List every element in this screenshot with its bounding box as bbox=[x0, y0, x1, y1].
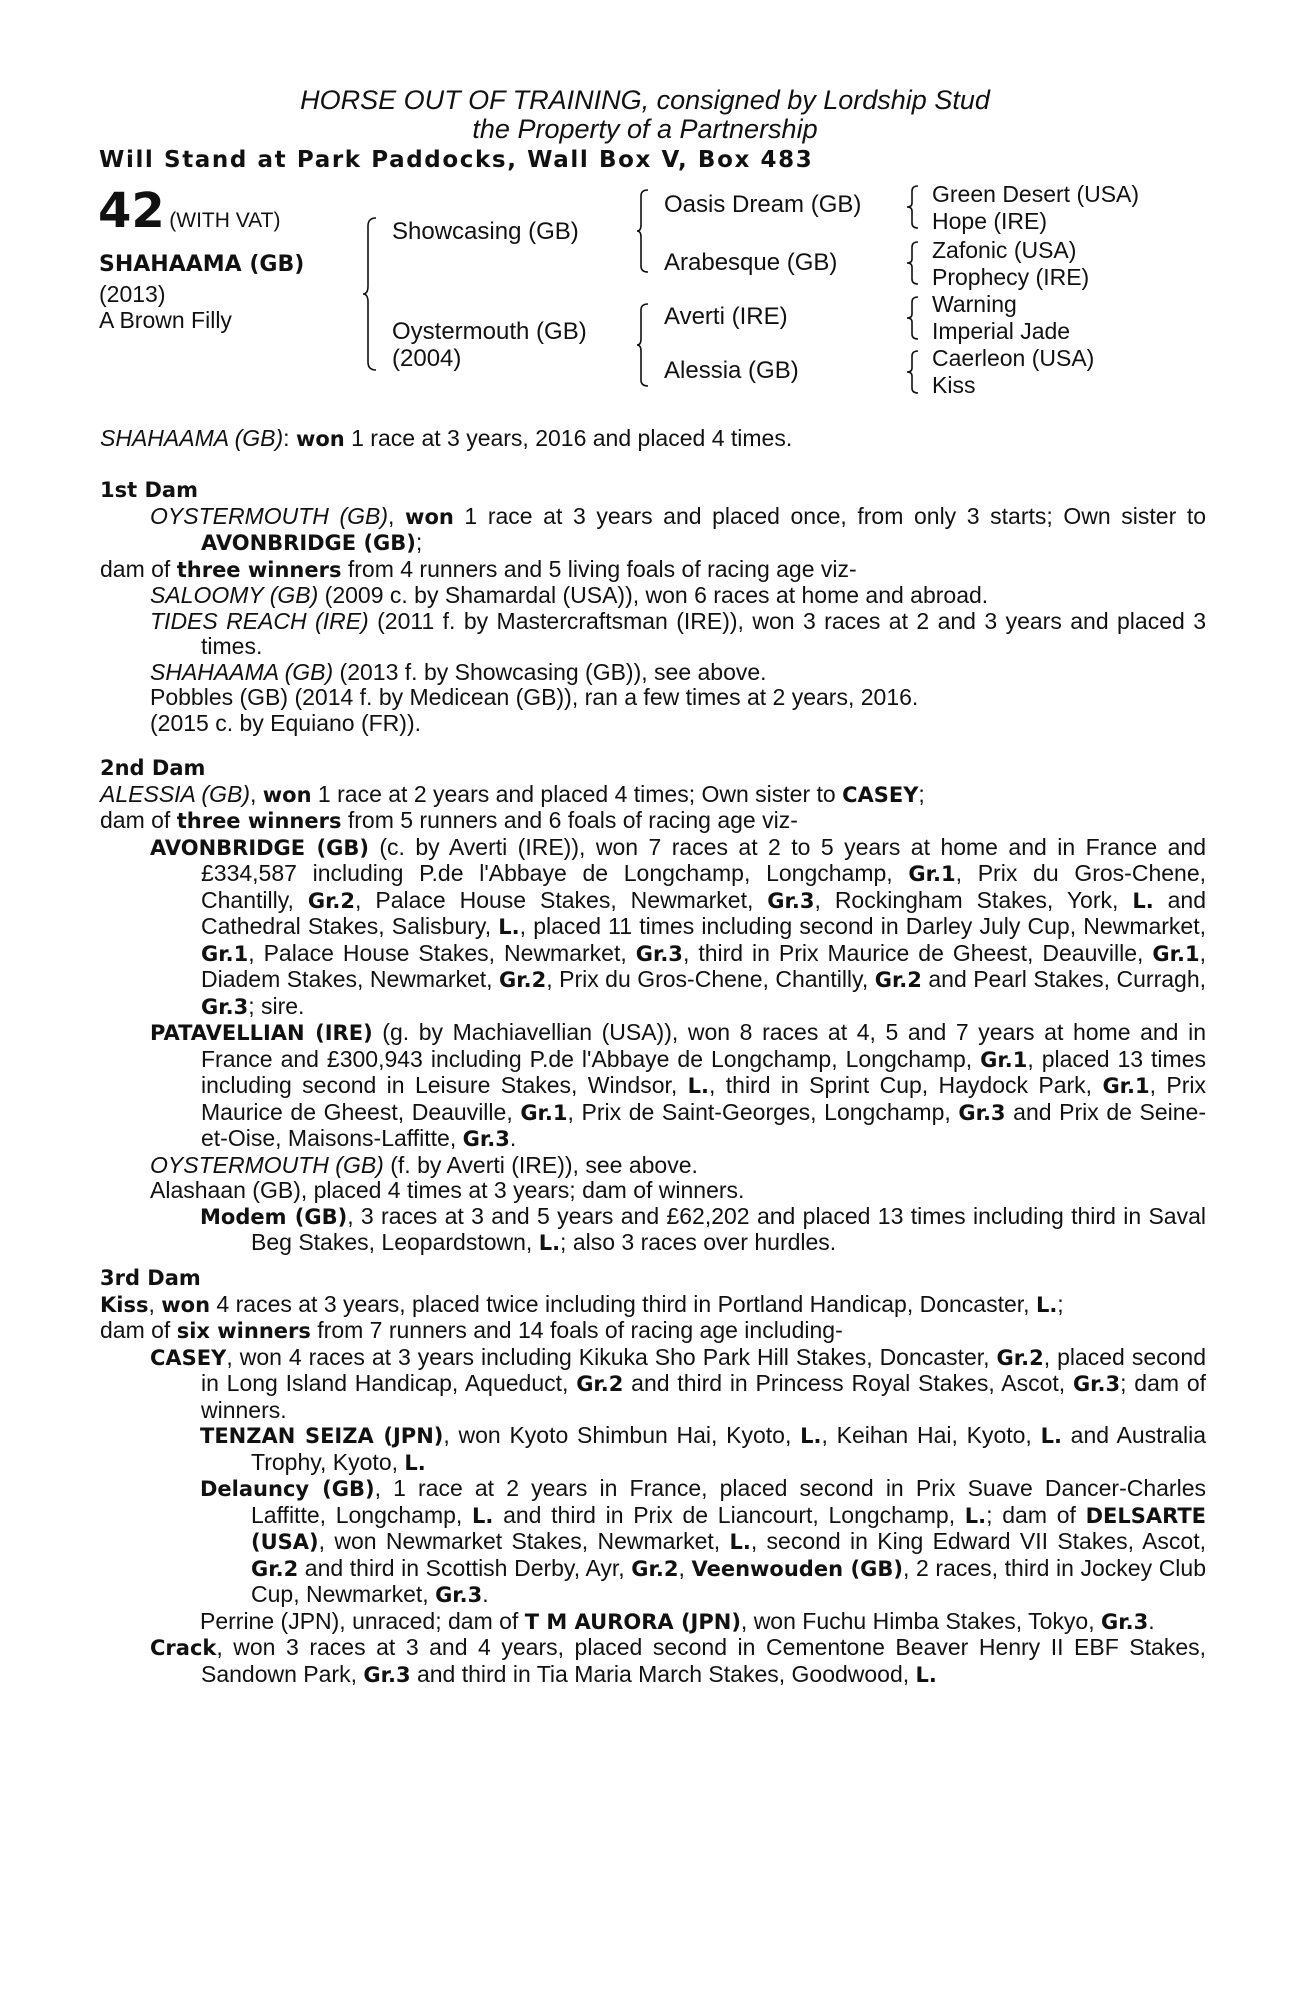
pedigree-brace-3c bbox=[906, 295, 920, 341]
header-line-1: HORSE OUT OF TRAINING, consigned by Lordship Stud bbox=[300, 85, 990, 115]
lot-vat: (WITH VAT) bbox=[169, 209, 281, 232]
third-dam-heading: 3rd Dam bbox=[100, 1266, 201, 1290]
race-summary: SHAHAAMA (GB): won 1 race at 3 years, 2016 and placed 4 times. bbox=[100, 425, 793, 451]
pedigree-brace-3a bbox=[906, 184, 920, 230]
pedigree-sire: Showcasing (GB) bbox=[392, 218, 579, 245]
lot-number: 42 bbox=[98, 183, 165, 239]
pedigree-dds: Caerleon (USA) bbox=[932, 345, 1095, 371]
produce-crack: Crack, won 3 races at 3 and 4 years, placed second in Cementone Beaver Henry II EBF Stakes, Sandown Park, Gr.3 and third in Tia Maria March Stakes, Goodwood, L. bbox=[150, 1634, 1206, 1687]
pedigree-ddd: Kiss bbox=[932, 372, 976, 398]
third-dam-section bbox=[100, 1266, 1206, 1688]
summary-won: won bbox=[295, 427, 345, 451]
first-dam-section bbox=[100, 478, 1206, 736]
horse-name: SHAHAAMA (GB) bbox=[99, 252, 305, 277]
produce-avonbridge: AVONBRIDGE (GB) (c. by Averti (IRE)), won 7 races at 2 to 5 years at home and in France and £334,587 including P.de l'Abbaye de Longchamp, Longchamp, Gr.1, Prix du Gros-Chene, Chantilly, Gr.2, Palace House Stakes, Newmarket, Gr.3, Rockingham Stakes, York, L. and Cathedral Stakes, Salisbury, L., placed 11 times including second in Darley July Cup, Newmarket, Gr.1, Palace House Stakes, Newmarket, Gr.3, third in Prix Maurice de Gheest, Deauville, Gr.1, Diadem Stakes, Newmarket, Gr.2, Prix du Gros-Chene, Chantilly, Gr.2 and Pearl Stakes, Curragh, Gr.3; sire. bbox=[150, 833, 1207, 1019]
pedigree-brace-1 bbox=[362, 216, 378, 372]
second-dam-produce-intro: dam of three winners from 5 runners and 6 foals of racing age viz- bbox=[100, 807, 798, 833]
first-dam-produce-5: (2015 c. by Equiano (FR)). bbox=[150, 709, 422, 736]
pedigree-ssd: Hope (IRE) bbox=[932, 208, 1048, 234]
pedigree-sire-dam: Arabesque (GB) bbox=[664, 249, 838, 276]
pedigree-brace-2b bbox=[636, 302, 650, 388]
pedigree-sire-sire: Oasis Dream (GB) bbox=[664, 191, 862, 218]
pedigree-dam-sire: Averti (IRE) bbox=[664, 303, 788, 330]
produce-casey: CASEY, won 4 races at 3 years including Kikuka Sho Park Hill Stakes, Doncaster, Gr.2, placed second in Long Island Handicap, Aqueduct, Gr.2 and third in Princess Royal Stakes, Ascot, Gr.3; dam of winners. bbox=[150, 1343, 1206, 1423]
produce-alashaan: Alashaan (GB), placed 4 times at 3 years; dam of winners. bbox=[150, 1177, 745, 1203]
first-dam-produce-4: Pobbles (GB) (2014 f. by Medicean (GB)), ran a few times at 2 years, 2016. bbox=[150, 684, 919, 710]
second-dam-record: ALESSIA (GB), won 1 race at 2 years and placed 4 times; Own sister to CASEY; bbox=[100, 780, 925, 807]
third-dam-record: Kiss, won 4 races at 3 years, placed twice including third in Portland Handicap, Doncaster, L.; bbox=[100, 1290, 1064, 1317]
produce-modem: Modem (GB), 3 races at 3 and 5 years and £62,202 and placed 13 times including third in Saval Beg Stakes, Leopardstown, L.; also 3 races over hurdles. bbox=[200, 1202, 1206, 1255]
produce-perrine: Perrine (JPN), unraced; dam of T M AURORA (JPN), won Fuchu Himba Stakes, Tokyo, Gr.3. bbox=[200, 1607, 1155, 1634]
produce-tenzan-seiza: TENZAN SEIZA (JPN), won Kyoto Shimbun Hai, Kyoto, L., Keihan Hai, Kyoto, L. and Australia Trophy, Kyoto, L. bbox=[200, 1422, 1206, 1475]
second-dam-section bbox=[100, 756, 1206, 1257]
stand-location: Will Stand at Park Paddocks, Wall Box V, Box 483 bbox=[99, 147, 814, 173]
first-dam-produce-1: SALOOMY (GB) (2009 c. by Shamardal (USA)), won 6 races at home and abroad. bbox=[150, 582, 989, 608]
pedigree-brace-3b bbox=[906, 240, 920, 286]
horse-year: (2013) bbox=[99, 281, 166, 307]
pedigree-sdd: Prophecy (IRE) bbox=[932, 264, 1090, 290]
pedigree-brace-2a bbox=[636, 188, 650, 274]
pedigree-dam-year: (2004) bbox=[392, 345, 462, 372]
pedigree-dam: Oystermouth (GB) bbox=[392, 318, 587, 345]
first-dam-record: OYSTERMOUTH (GB), won 1 race at 3 years and placed once, from only 3 starts; Own sister to AVONBRIDGE (GB); bbox=[150, 502, 1207, 555]
summary-name: SHAHAAMA (GB) bbox=[100, 425, 284, 451]
pedigree-dss: Warning bbox=[932, 291, 1017, 317]
horse-description: A Brown Filly bbox=[99, 307, 232, 333]
first-dam-produce-intro: dam of three winners from 4 runners and 5 living foals of racing age viz- bbox=[100, 555, 857, 582]
produce-delauncy: Delauncy (GB), 1 race at 2 years in France, placed second in Prix Suave Dancer-Charles Laffitte, Longchamp, L. and third in Prix de Liancourt, Longchamp, L.; dam of DELSARTE (USA), won Newmarket Stakes, Newmarket, L., second in King Edward VII Stakes, Ascot, Gr.2 and third in Scottish Derby, Ayr, Gr.2, Veenwouden (GB), 2 races, third in Jockey Club Cup, Newmarket, Gr.3. bbox=[200, 1475, 1207, 1607]
pedigree-sds: Zafonic (USA) bbox=[932, 237, 1077, 263]
pedigree-sss: Green Desert (USA) bbox=[932, 181, 1140, 207]
first-dam-produce-3: SHAHAAMA (GB) (2013 f. by Showcasing (GB)), see above. bbox=[150, 658, 767, 685]
header-line-2: the Property of a Partnership bbox=[472, 114, 818, 144]
third-dam-produce-intro: dam of six winners from 7 runners and 14 foals of racing age including- bbox=[100, 1317, 843, 1343]
lot-block bbox=[98, 183, 280, 239]
produce-oystermouth: OYSTERMOUTH (GB) (f. by Averti (IRE)), see above. bbox=[150, 1151, 698, 1178]
produce-patavellian: PATAVELLIAN (IRE) (g. by Machiavellian (USA)), won 8 races at 4, 5 and 7 years at home and in France and £300,943 including P.de l'Abbaye de Longchamp, Longchamp, Gr.1, placed 13 times including second in Leisure Stakes, Windsor, L., third in Sprint Cup, Haydock Park, Gr.1, Prix Maurice de Gheest, Deauville, Gr.1, Prix de Saint-Georges, Longchamp, Gr.3 and Prix de Seine-et-Oise, Maisons-Laffitte, Gr.3. bbox=[150, 1019, 1207, 1151]
pedigree-dam-dam: Alessia (GB) bbox=[664, 357, 799, 384]
pedigree-dsd: Imperial Jade bbox=[932, 318, 1071, 344]
first-dam-produce-2: TIDES REACH (IRE) (2011 f. by Mastercraftsman (IRE)), won 3 races at 2 and 3 years and placed 3 times. bbox=[150, 607, 1206, 659]
second-dam-heading: 2nd Dam bbox=[100, 756, 206, 780]
pedigree-brace-3d bbox=[906, 349, 920, 395]
first-dam-heading: 1st Dam bbox=[100, 478, 198, 502]
